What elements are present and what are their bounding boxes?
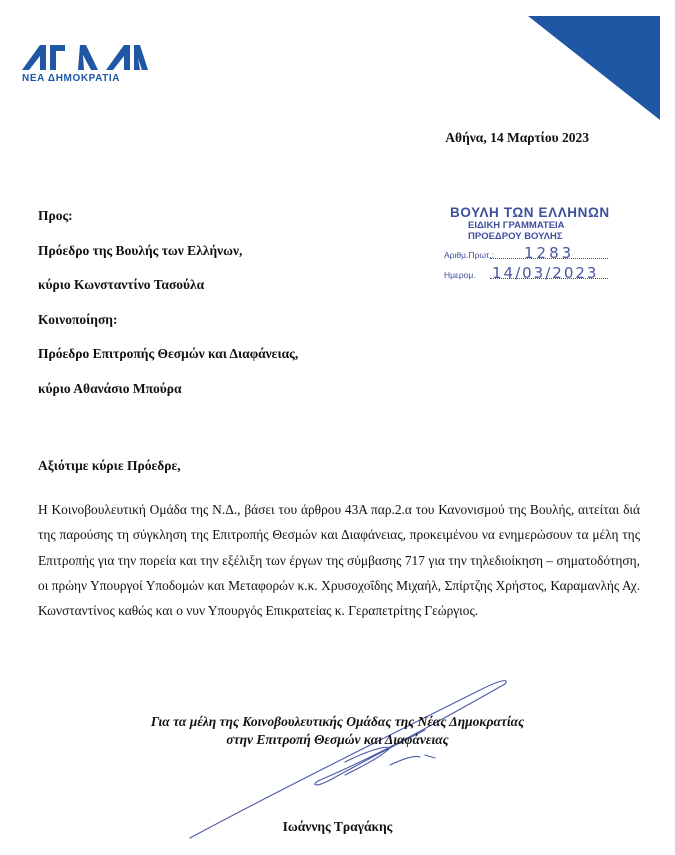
stamp-protocol-row — [440, 245, 650, 262]
corner-triangle — [528, 16, 660, 120]
stamp-subtitle: ΕΙΔΙΚΗ ΓΡΑΜΜΑΤΕΙΑ — [468, 220, 565, 231]
salutation: Αξιότιμε κύριε Πρόεδρε, — [38, 458, 181, 473]
letter-date: Αθήνα, 14 Μαρτίου 2023 — [445, 130, 589, 145]
cc-line-1: Πρόεδρο Επιτροπής Θεσμών και Διαφάνειας, — [38, 346, 299, 361]
to-line-2: κύριο Κωνσταντίνο Τασούλα — [38, 277, 205, 292]
protocol-number: 1283 — [524, 244, 575, 262]
to-line-1: Πρόεδρο της Βουλής των Ελλήνων, — [38, 243, 243, 258]
closing-line-2: στην Επιτροπή Θεσμών και Διαφάνειας — [226, 732, 449, 747]
cc-line-2: κύριο Αθανάσιο Μπούρα — [38, 381, 182, 396]
closing-line-1: Για τα μέλη της Κοινοβουλευτικής Ομάδας της Νέας Δημοκρατίας — [150, 714, 525, 729]
stamp-date-row — [440, 265, 650, 282]
protocol-label: Αριθμ.Πρωτ.: — [444, 250, 494, 260]
stamp-date-value: 14/03/2023 — [492, 264, 599, 282]
stamp-date-label: Ημερομ. — [444, 270, 476, 280]
signatory-name: Ιωάννης Τραγάκης — [282, 819, 393, 834]
cc-label: Κοινοποίηση: — [38, 312, 118, 327]
to-label: Προς: — [38, 208, 73, 223]
stamp-title: ΒΟΥΛΗ ΤΩΝ ΕΛΛΗΝΩΝ — [450, 205, 610, 220]
stamp-subtitle-2: ΠΡΟΕΔΡΟΥ ΒΟΥΛΗΣ — [468, 231, 563, 242]
party-name: ΝΕΑ ΔΗΜΟΚΡΑΤΙΑ — [22, 73, 121, 84]
letter-body: Η Κοινοβουλευτική Ομάδα της Ν.Δ., βάσει του άρθρου 43Α παρ.2.α του Κανονισμού της Βουλής, αιτείται διά της παρούσης τη σύγκληση της Επιτροπής Θεσμών και Διαφάνειας, προκειμένου να ενημερώσουν τα μέλη της Επιτροπής για την πορεία και την εξέλιξη των έργων της σύμβασης 717 για την τηλεδιοίκηση – σηματοδότηση, οι πρώην Υπουργοί Υποδομών και Μεταφορών κ.κ. Χρυσοχοΐδης Μιχαήλ, Σπίρτζης Χρήστος, Καραμανλής Αχ. Κωνσταντίνος καθώς και ο νυν Υπουργός Επικρατείας κ. Γεραπετρίτης Γεώργιος. — [38, 502, 640, 619]
parliament-stamp — [440, 205, 650, 282]
